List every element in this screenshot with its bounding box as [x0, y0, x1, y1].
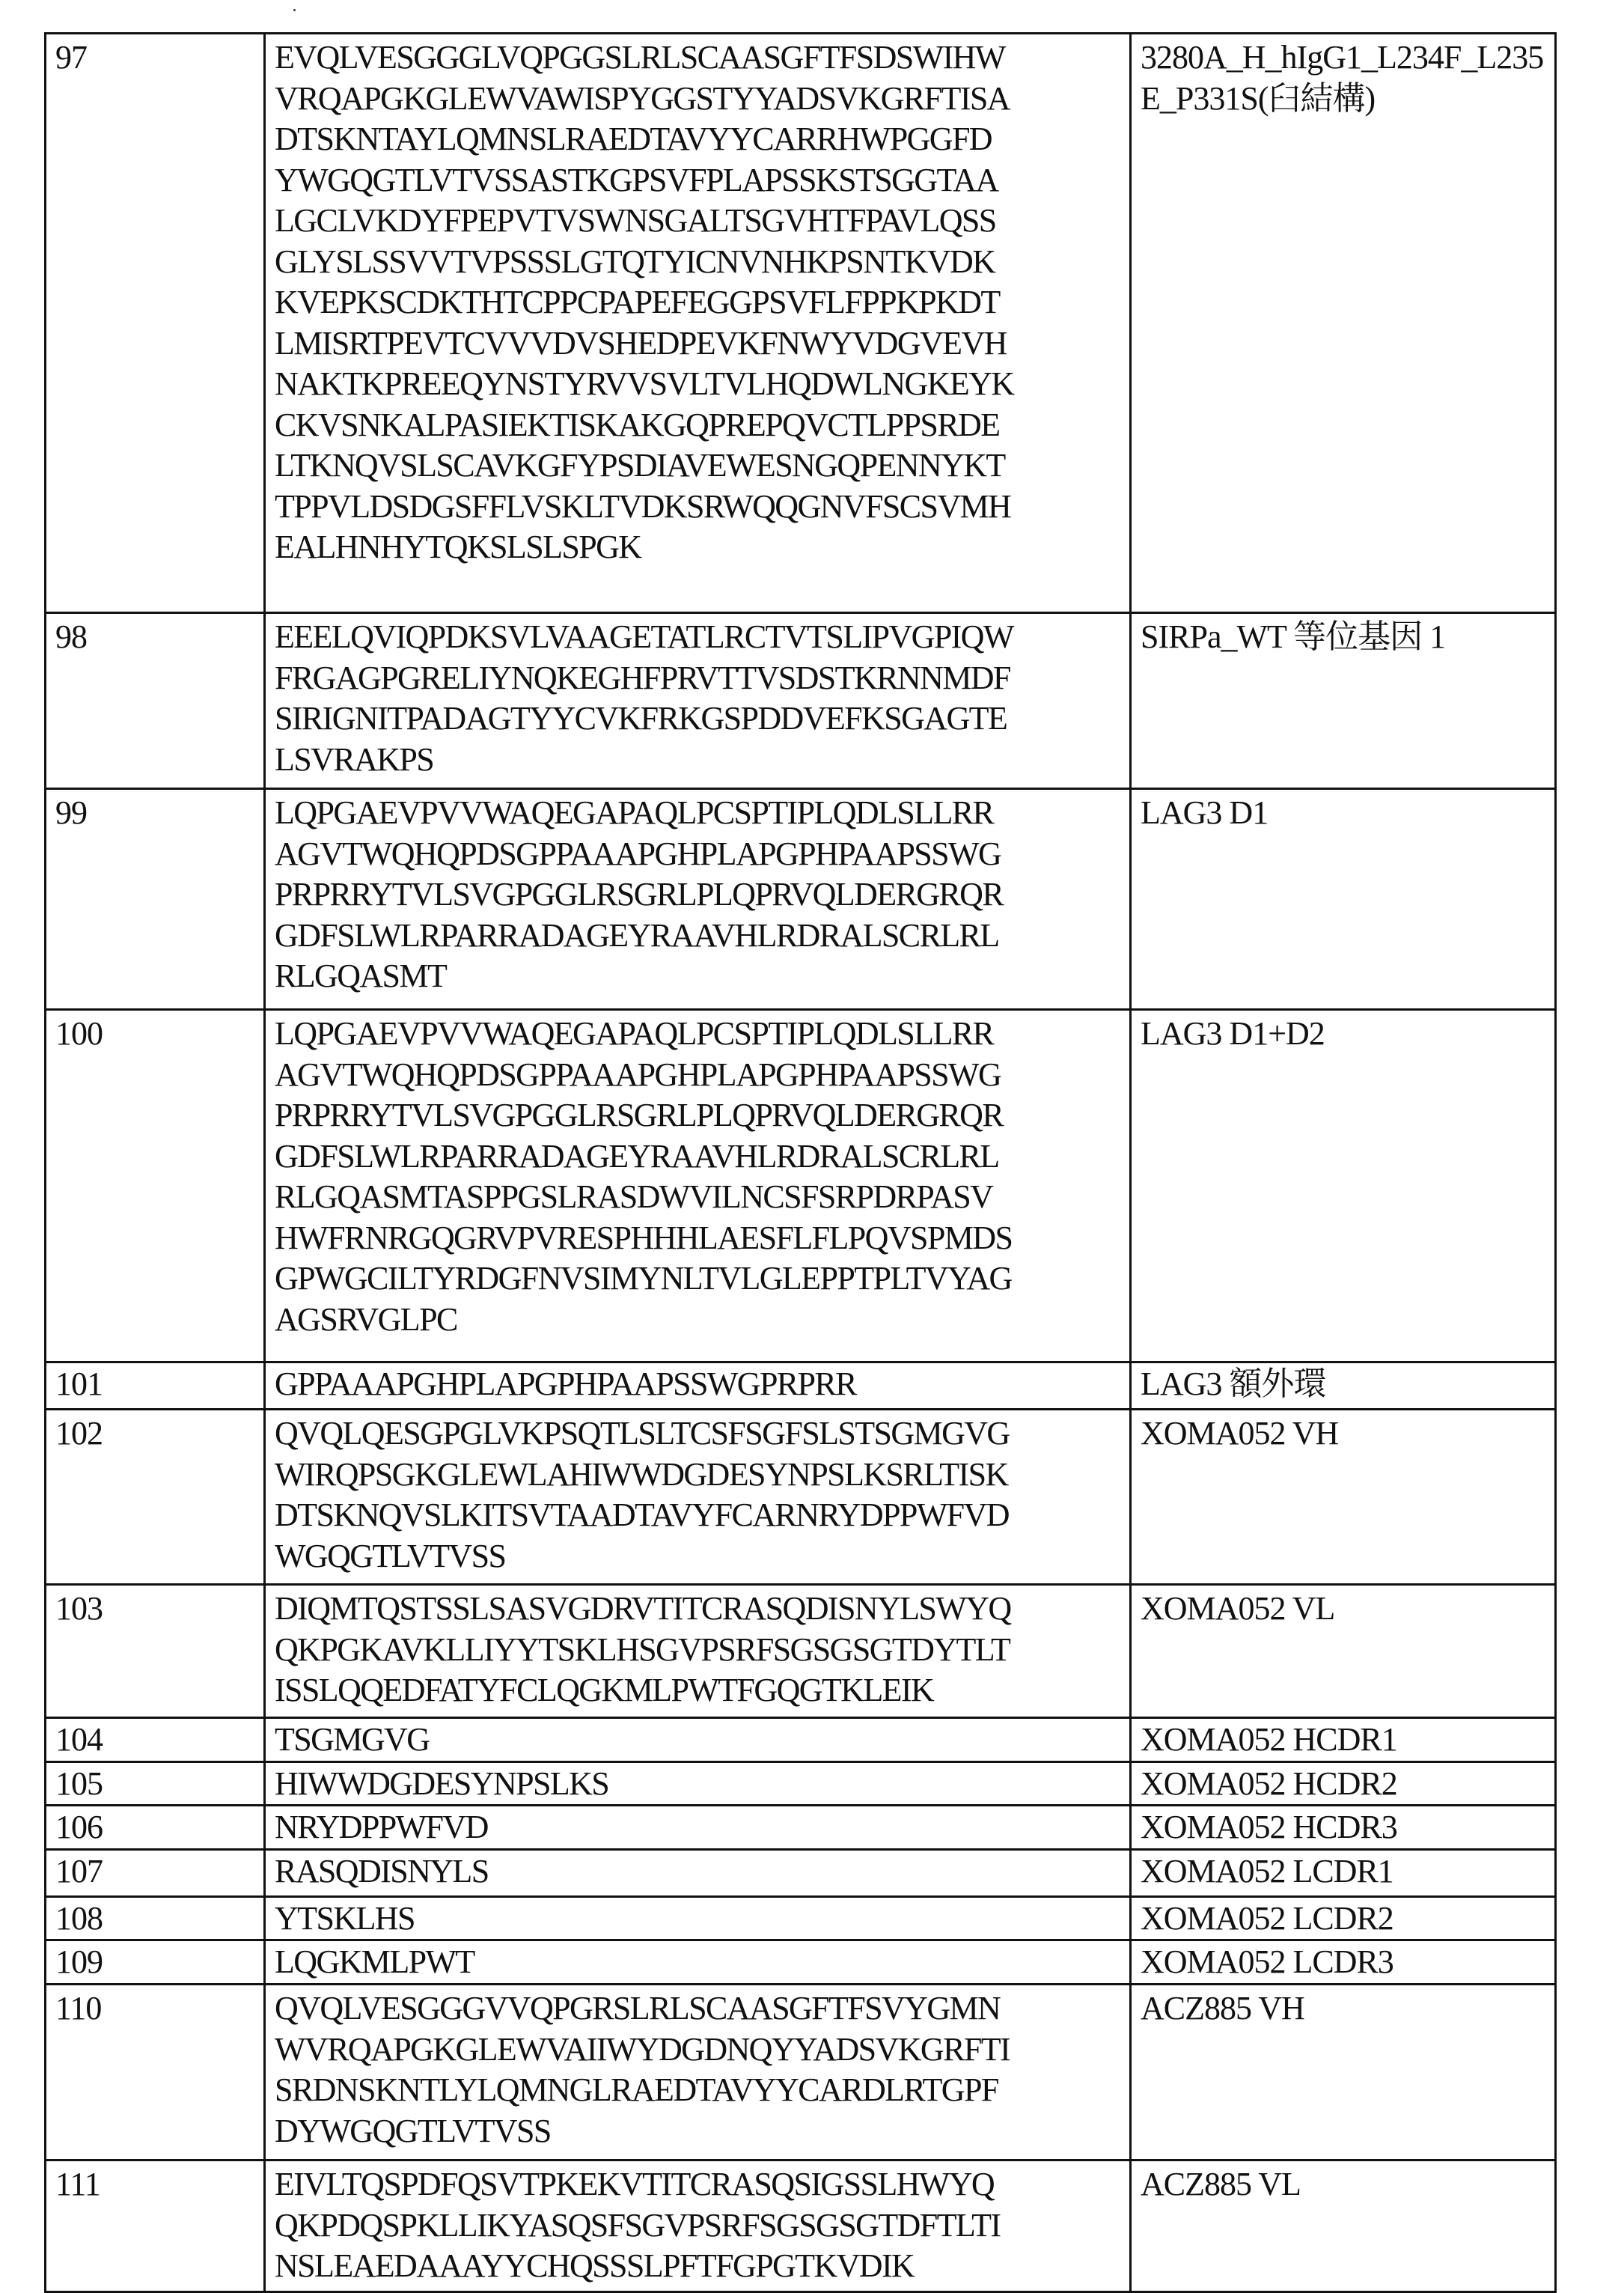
seq-id-cell	[46, 1362, 265, 1410]
sequence-line: TSGMGVG	[275, 1721, 430, 1758]
sequence-line: NRYDPPWFVD	[275, 1809, 488, 1845]
sequence-line: GPWGCILTYRDGFNVSIMYNLTVLGLEPPTPLTVYAG	[275, 1260, 1012, 1297]
description-cell	[1131, 1410, 1556, 1585]
description: XOMA052 HCDR1	[1141, 1721, 1397, 1758]
sequence-line: EIVLTQSPDFQSVTPKEKVTITCRASQSIGSSLHWYQ	[275, 2166, 995, 2202]
sequence-line: PRPRRYTVLSVGPGGLRSGRLPLQPRVQLDERGRQR	[275, 1097, 1004, 1133]
sequence-line: DYWGQGTLVTVSS	[275, 2112, 551, 2149]
sequence-lines	[275, 1808, 1122, 1847]
sequence-line: AGSRVGLPC	[275, 1300, 457, 1338]
sequence-line: HWFRNRGQGRVPVRESPHHHLAESFLFLPQVSPMDS	[275, 1219, 1013, 1256]
sequence-line: EALHNHYTQKSLSLSPGK	[275, 529, 641, 565]
sequence-cell	[265, 613, 1131, 789]
description: LAG3 D1	[1141, 794, 1269, 831]
seq-id-cell	[46, 1940, 265, 1985]
sequence-lines	[275, 1365, 1122, 1404]
description-cell	[1131, 1897, 1556, 1940]
sequence-line: QVQLVESGGGVVQPGRSLRLSCAASGFTFSVYGMN	[275, 1990, 1001, 2026]
sequence-lines	[275, 1988, 1122, 2152]
description-cell	[1131, 1850, 1556, 1897]
sequence-line: RASQDISNYLS	[275, 1853, 489, 1889]
sequence-line: LSVRAKPS	[275, 740, 434, 778]
sequence-lines	[275, 1413, 1122, 1577]
sequence-line: QKPDQSPKLLIKYASQSFSGVPSRFSGSGSGTDFTLTI	[275, 2206, 1001, 2244]
sequence-cell	[265, 1850, 1131, 1897]
sequence-cell	[265, 2160, 1131, 2292]
sequence-lines	[275, 1852, 1122, 1891]
description: XOMA052 HCDR3	[1141, 1809, 1397, 1845]
sequence-line: EVQLVESGGGLVQPGGSLRLSCAASGFTFSDSWIHW	[275, 39, 1005, 76]
seq-id: 106	[55, 1809, 103, 1845]
sequence-line: DTSKNQVSLKITSVTAADTAVYFCARNRYDPPWFVD	[275, 1496, 1009, 1533]
seq-id-cell	[46, 1850, 265, 1897]
sequence-line: GDFSLWLRPARRADAGEYRAAVHLRDRALSCRLRL	[275, 916, 999, 954]
description-cell	[1131, 34, 1556, 613]
description-cell	[1131, 1362, 1556, 1410]
sequence-line: AGVTWQHQPDSGPPAAAPGHPLAPGPHPAAPSSWG	[275, 1056, 1001, 1093]
description: SIRPa_WT 等位基因 1	[1141, 618, 1446, 655]
description: XOMA052 VH	[1141, 1415, 1339, 1452]
sequence-line: LGCLVKDYFPEPVTVSWNSGALTSGVHTFPAVLQSS	[275, 202, 996, 239]
sequence-cell	[265, 1806, 1131, 1850]
description-cell	[1131, 789, 1556, 1010]
table-row	[46, 613, 1556, 789]
seq-id: 99	[55, 794, 87, 831]
seq-id: 109	[55, 1943, 103, 1980]
sequence-lines	[275, 1720, 1122, 1759]
sequence-lines	[275, 37, 1122, 568]
description-cell	[1131, 613, 1556, 789]
scan-artifact-dot	[293, 9, 296, 11]
sequence-line: LQPGAEVPVVWAQEGAPAQLPCSPTIPLQDLSLLRR	[275, 1015, 994, 1052]
seq-id-cell	[46, 2160, 265, 2292]
sequence-line: RLGQASMT	[275, 957, 447, 994]
sequence-line: GLYSLSSVVTVPSSSLGTQTYICNVNHKPSNTKVDK	[275, 243, 995, 280]
sequence-lines	[275, 1943, 1122, 1982]
seq-id-cell	[46, 1585, 265, 1718]
seq-id: 102	[55, 1415, 103, 1452]
description: LAG3 額外環	[1141, 1365, 1326, 1402]
seq-id-cell	[46, 613, 265, 789]
sequence-cell	[265, 1762, 1131, 1806]
sequence-line: TPPVLDSDGSFFLVSKLTVDKSRWQQGNVFSCSVMH	[275, 487, 1011, 525]
seq-id-cell	[46, 1410, 265, 1585]
description: XOMA052 LCDR2	[1141, 1900, 1393, 1937]
table-row	[46, 789, 1556, 1010]
sequence-cell	[265, 1585, 1131, 1718]
sequence-line: GPPAAAPGHPLAPGPHPAAPSSWGPRPRR	[275, 1365, 856, 1402]
description: LAG3 D1+D2	[1141, 1015, 1325, 1052]
sequence-cell	[265, 789, 1131, 1010]
sequence-cell	[265, 1897, 1131, 1940]
table-row	[46, 1806, 1556, 1850]
seq-id: 103	[55, 1590, 103, 1627]
table-row	[46, 1762, 1556, 1806]
seq-id: 108	[55, 1900, 103, 1937]
description: XOMA052 HCDR2	[1141, 1765, 1397, 1802]
seq-id: 97	[55, 39, 87, 76]
sequence-line: NAKTKPREEQYNSTYRVVSVLTVLHQDWLNGKEYK	[275, 365, 1014, 402]
table-row	[46, 1585, 1556, 1718]
sequence-lines	[275, 617, 1122, 780]
sequence-line: FRGAGPGRELIYNQKEGHFPRVTTVSDSTKRNNMDF	[275, 659, 1010, 696]
sequence-line: LTKNQVSLSCAVKGFYPSDIAVEWESNGQPENNYKT	[275, 447, 1005, 484]
description: XOMA052 VL	[1141, 1590, 1335, 1627]
seq-id-cell	[46, 1985, 265, 2160]
seq-id: 110	[55, 1990, 102, 2026]
description-cell	[1131, 1985, 1556, 2160]
description-cell	[1131, 1806, 1556, 1850]
description-cell	[1131, 1762, 1556, 1806]
sequence-table	[44, 32, 1557, 2293]
sequence-cell	[265, 1940, 1131, 1985]
seq-id-cell	[46, 1762, 265, 1806]
description-cell	[1131, 1585, 1556, 1718]
table-row	[46, 1010, 1556, 1362]
table-row	[46, 1940, 1556, 1985]
seq-id: 98	[55, 618, 87, 655]
seq-id-cell	[46, 1718, 265, 1762]
seq-id: 104	[55, 1721, 103, 1758]
sequence-line: SRDNSKNTLYLQMNGLRAEDTAVYYCARDLRTGPF	[275, 2071, 998, 2108]
sequence-line: YWGQGTLVTVSSASTKGPSVFPLAPSSKSTSGGTAA	[275, 161, 998, 198]
seq-id: 105	[55, 1765, 103, 1802]
seq-id-cell	[46, 1897, 265, 1940]
sequence-line: DTSKNTAYLQMNSLRAEDTAVYYCARRHWPGGFD	[275, 121, 992, 157]
sequence-lines	[275, 1589, 1122, 1711]
sequence-table-body	[46, 34, 1556, 2292]
seq-id: 100	[55, 1015, 103, 1052]
seq-id: 107	[55, 1853, 103, 1889]
table-row	[46, 1897, 1556, 1940]
sequence-line: QVQLQESGPGLVKPSQTLSLTCSFSGFSLSTSGMGVG	[275, 1415, 1010, 1452]
sequence-line: WIRQPSGKGLEWLAHIWWDGDESYNPSLKSRLTISK	[275, 1455, 1008, 1493]
table-row	[46, 2160, 1556, 2292]
sequence-cell	[265, 1718, 1131, 1762]
description: XOMA052 LCDR1	[1141, 1853, 1393, 1889]
table-row	[46, 1362, 1556, 1410]
table-row	[46, 34, 1556, 613]
sequence-cell	[265, 1362, 1131, 1410]
sequence-line: LQPGAEVPVVWAQEGAPAQLPCSPTIPLQDLSLLRR	[275, 794, 994, 831]
seq-id-cell	[46, 789, 265, 1010]
seq-id-cell	[46, 1806, 265, 1850]
sequence-line: WGQGTLVTVSS	[275, 1537, 506, 1574]
description-cell	[1131, 2160, 1556, 2292]
sequence-lines	[275, 2164, 1122, 2287]
sequence-line: YTSKLHS	[275, 1900, 415, 1937]
sequence-line: SIRIGNITPADAGTYYCVKFRKGSPDDVEFKSGAGTE	[275, 700, 1007, 737]
seq-id: 101	[55, 1365, 103, 1402]
description-cell	[1131, 1718, 1556, 1762]
sequence-line: DIQMTQSTSSLSASVGDRVTITCRASQDISNYLSWYQ	[275, 1590, 1011, 1627]
sequence-line: NSLEAEDAAAYYCHQSSSLPFTFGPGTKVDIK	[275, 2247, 915, 2284]
sequence-cell	[265, 1985, 1131, 2160]
sequence-lines	[275, 1014, 1122, 1340]
description: 3280A_H_hIgG1_L234F_L235E_P331S(臼結構)	[1141, 39, 1544, 117]
sequence-line: CKVSNKALPASIEKTISKAKGQPREPQVCTLPPSRDE	[275, 406, 1000, 443]
sequence-line: RLGQASMTASPPGSLRASDWVILNCSFSRPDRPASV	[275, 1178, 993, 1215]
description: ACZ885 VL	[1141, 2166, 1301, 2202]
sequence-lines	[275, 1899, 1122, 1938]
sequence-lines	[275, 1764, 1122, 1803]
sequence-cell	[265, 1410, 1131, 1585]
description-cell	[1131, 1940, 1556, 1985]
sequence-cell	[265, 1010, 1131, 1362]
sequence-cell	[265, 34, 1131, 613]
sequence-line: LMISRTPEVTCVVVDVSHEDPEVKFNWYVDGVEVH	[275, 324, 1007, 362]
sequence-line: EEELQVIQPDKSVLVAAGETATLRCTVTSLIPVGPIQW	[275, 618, 1013, 655]
sequence-line: AGVTWQHQPDSGPPAAAPGHPLAPGPHPAAPSSWG	[275, 835, 1001, 872]
description: ACZ885 VH	[1141, 1990, 1304, 2026]
table-row	[46, 1850, 1556, 1897]
description: XOMA052 LCDR3	[1141, 1943, 1393, 1980]
seq-id-cell	[46, 34, 265, 613]
sequence-line: ISSLQQEDFATYFCLQGKMLPWTFGQGTKLEIK	[275, 1672, 934, 1708]
table-row	[46, 1410, 1556, 1585]
sequence-line: HIWWDGDESYNPSLKS	[275, 1765, 609, 1802]
description-cell	[1131, 1010, 1556, 1362]
sequence-line: WVRQAPGKGLEWVAIIWYDGDNQYYADSVKGRFTI	[275, 2030, 1010, 2068]
sequence-line: QKPGKAVKLLIYYTSKLHSGVPSRFSGSGSGTDYTLT	[275, 1630, 1010, 1668]
sequence-line: PRPRRYTVLSVGPGGLRSGRLPLQPRVQLDERGRQR	[275, 876, 1004, 913]
sequence-line: LQGKMLPWT	[275, 1943, 474, 1980]
table-row	[46, 1985, 1556, 2160]
sequence-line: KVEPKSCDKTHTCPPCPAPEFEGGPSVFLFPPKPKDT	[275, 284, 1000, 320]
sequence-line: GDFSLWLRPARRADAGEYRAAVHLRDRALSCRLRL	[275, 1137, 999, 1175]
sequence-line: VRQAPGKGLEWVAWISPYGGSTYYADSVKGRFTISA	[275, 79, 1010, 117]
seq-id-cell	[46, 1010, 265, 1362]
sequence-lines	[275, 793, 1122, 997]
seq-id: 111	[55, 2166, 100, 2202]
table-row	[46, 1718, 1556, 1762]
